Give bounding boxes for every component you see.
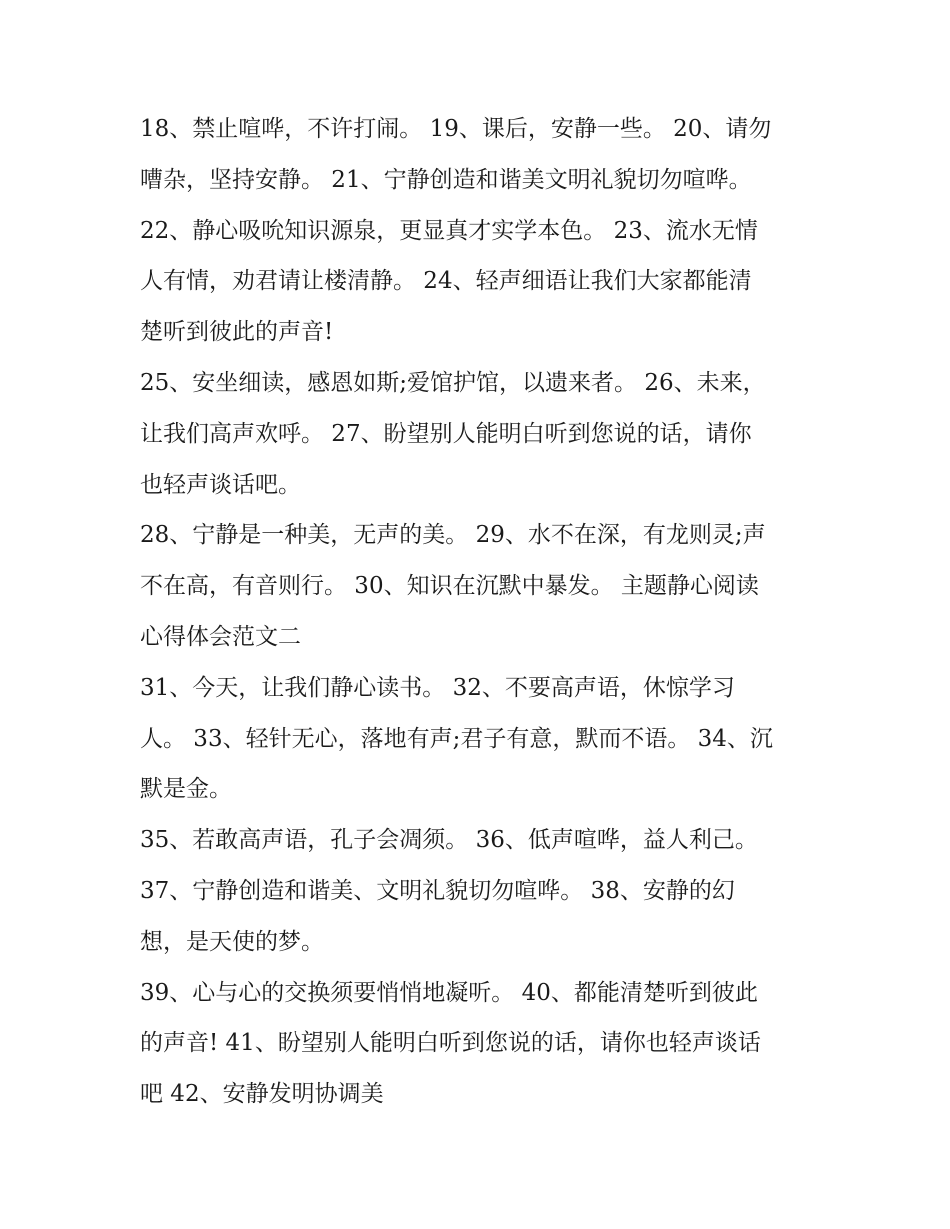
text-line: 心得体会范文二 — [140, 623, 301, 650]
text-line: 也轻声谈话吧。 — [140, 471, 301, 498]
text-line: 让我们高声欢呼。 27、盼望别人能明白听到您说的话，请你 — [140, 420, 752, 447]
text-line: 楚听到彼此的声音! — [140, 319, 334, 346]
text-line: 25、安坐细读，感恩如斯;爱馆护馆，以遗来者。 26、未来， — [140, 369, 766, 396]
text-line: 28、宁静是一种美，无声的美。 29、水不在深，有龙则灵;声 — [140, 522, 766, 549]
text-line: 嘈杂，坚持安静。 21、宁静创造和谐美文明礼貌切勿喧哗。 — [140, 166, 752, 193]
text-line: 人。 33、轻针无心，落地有声;君子有意，默而不语。 34、沉 — [140, 725, 773, 752]
text-line: 39、心与心的交换须要悄悄地凝听。 40、都能清楚听到彼此 — [140, 979, 758, 1006]
text-line: 37、宁静创造和谐美、文明礼貌切勿喧哗。 38、安静的幻 — [140, 877, 735, 904]
document-body — [140, 104, 820, 1120]
text-line: 31、今天，让我们静心读书。 32、不要高声语，休惊学习 — [140, 674, 735, 701]
text-line: 不在高，有音则行。 30、知识在沉默中暴发。 主题静心阅读 — [140, 573, 759, 600]
text-line: 35、若敢高声语，孔子会凋须。 36、低声喧哗，益人利己。 — [140, 827, 758, 854]
text-line: 想，是天使的梦。 — [140, 928, 324, 955]
text-line: 18、禁止喧哗，不许打闹。 19、课后，安静一些。 20、请勿 — [140, 116, 772, 142]
text-line: 22、静心吸吮知识源泉，更显真才实学本色。 23、流水无情 — [140, 217, 758, 244]
text-line: 默是金。 — [140, 776, 232, 803]
text-line: 的声音! 41、盼望别人能明白听到您说的话，请你也轻声谈话 — [140, 1030, 761, 1057]
text-line: 吧 42、安静发明协调美 — [140, 1081, 384, 1108]
text-line: 人有情，劝君请让楼清静。 24、轻声细语让我们大家都能清 — [140, 268, 752, 295]
